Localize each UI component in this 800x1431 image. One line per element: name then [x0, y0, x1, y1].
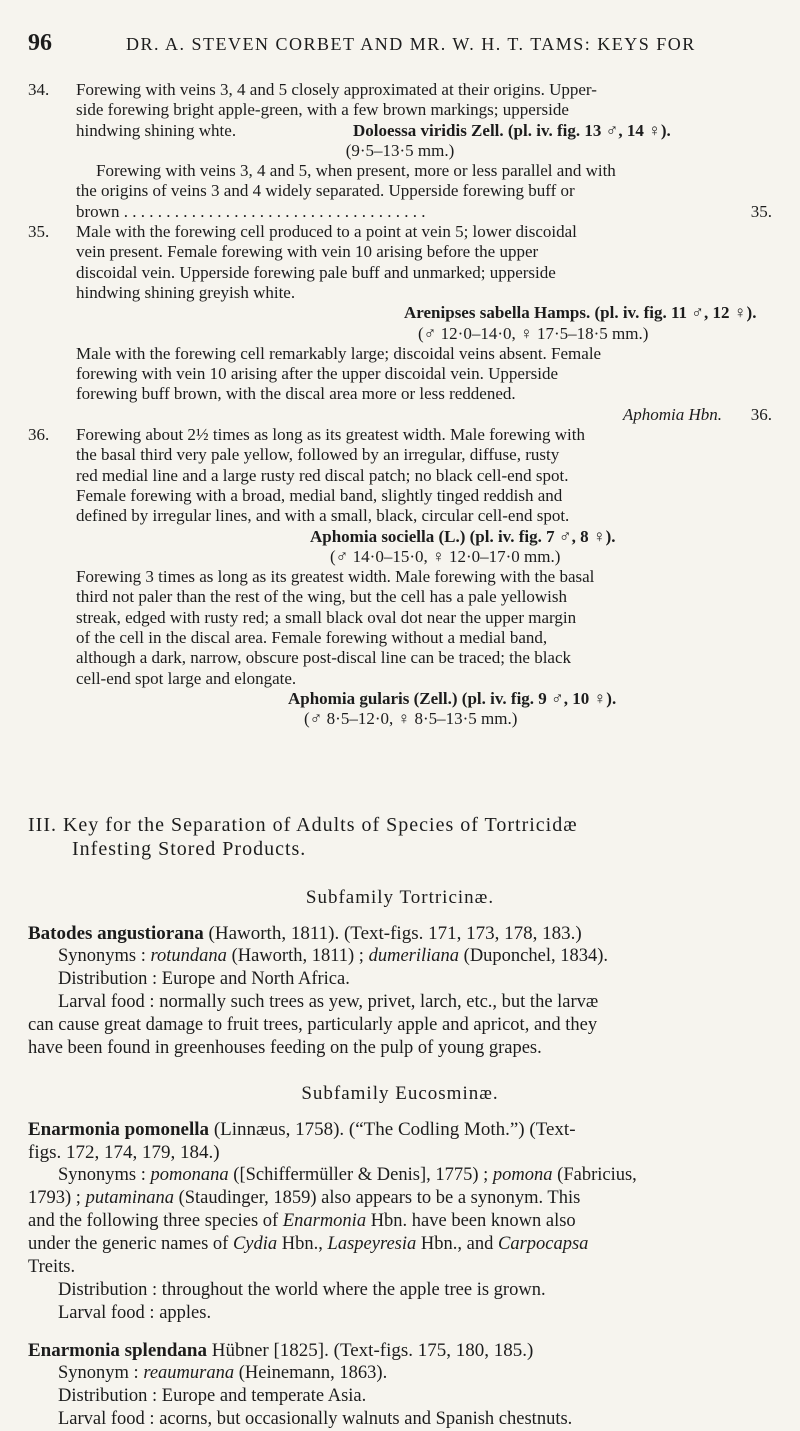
running-head: DR. A. STEVEN CORBET AND MR. W. H. T. TAMS: KEYS FOR: [126, 34, 696, 54]
couplet-36-line: 36. Forewing about 2½ times as long as its greatest width. Male forewing with: [28, 425, 585, 445]
distribution: Distribution : Europe and North Africa.: [58, 969, 350, 989]
measurement: (♂ 8·5–12·0, ♀ 8·5–13·5 mm.): [304, 709, 518, 729]
synonyms: Synonyms : pomonana ([Schiffermüller & Denis], 1775) ; pomona (Fabricius,: [58, 1165, 637, 1185]
lead-ref: 36.: [750, 404, 772, 424]
lead-ref: 35.: [750, 201, 772, 221]
species-heading: Batodes angustiorana (Haworth, 1811). (Text-figs. 171, 173, 178, 183.): [28, 923, 582, 944]
species-name: Aphomia sociella (L.) (pl. iv. fig. 7 ♂, 8 ♀).: [310, 526, 616, 546]
measurement: (♂ 14·0–15·0, ♀ 12·0–17·0 mm.): [330, 546, 561, 566]
couplet-36-line: although a dark, narrow, obscure post-discal line can be traced; the black: [76, 648, 572, 668]
subfamily-heading: Subfamily Tortricinæ.: [305, 887, 495, 908]
species-name: Enarmonia pomonella: [28, 1119, 210, 1140]
couplet-36-line: cell-end spot large and elongate.: [76, 668, 297, 688]
larval-food: can cause great damage to fruit trees, particularly apple and apricot, and they: [28, 1015, 598, 1035]
species-name: Arenipses sabella Hamps. (pl. iv. fig. 11 ♂, 12 ♀).: [404, 303, 757, 323]
species-heading: Enarmonia splendana Hübner [1825]. (Text-figs. 175, 180, 185.): [28, 1340, 534, 1361]
key-couplets: [28, 80, 772, 730]
species-name: Doloessa viridis Zell. (pl. iv. fig. 13 ♂, 14 ♀).: [353, 120, 671, 140]
section-heading-line: Infesting Stored Products.: [72, 838, 307, 860]
species-name: Batodes angustiorana: [28, 923, 204, 944]
couplet-36-line: Forewing 3 times as long as its greatest width. Male forewing with the basal: [76, 567, 595, 587]
species-name: Enarmonia splendana: [28, 1340, 207, 1361]
synonyms: Synonyms : rotundana (Haworth, 1811) ; dumeriliana (Duponchel, 1834).: [58, 946, 609, 966]
tortricinae-section: [28, 886, 772, 1060]
eucosminae-section: [28, 1082, 772, 1431]
couplet-35-line: discoidal vein. Upperside forewing pale buff and unmarked; upperside: [76, 262, 556, 282]
distribution: Distribution : Europe and temperate Asia.: [58, 1386, 367, 1406]
larval-food: Larval food : apples.: [58, 1303, 212, 1323]
species-heading: figs. 172, 174, 179, 184.): [28, 1142, 220, 1163]
subfamily-heading: Subfamily Eucosminæ.: [301, 1083, 499, 1104]
page-header: [28, 30, 772, 60]
couplet-36-line: Female forewing with a broad, medial band, slightly tinged reddish and: [76, 485, 563, 505]
synonyms: Treits.: [28, 1257, 76, 1277]
larval-food: have been found in greenhouses feeding on the pulp of young grapes.: [28, 1038, 542, 1058]
larval-food: Larval food : acorns, but occasionally walnuts and Spanish chestnuts.: [58, 1409, 573, 1429]
measurement: (♂ 12·0–14·0, ♀ 17·5–18·5 mm.): [418, 323, 649, 343]
couplet-36-line: streak, edged with rusty red; a small black oval dot near the upper margin: [76, 607, 577, 627]
synonyms: Synonym : reaumurana (Heinemann, 1863).: [58, 1363, 388, 1383]
couplet-36-line: red medial line and a large rusty red discal patch; no black cell-end spot.: [76, 465, 569, 485]
species-name: Aphomia gularis (Zell.) (pl. iv. fig. 9 ♂, 10 ♀).: [288, 688, 617, 708]
couplet-35-line: 35. Male with the forewing cell produced to a point at vein 5; lower discoidal: [28, 222, 577, 242]
page-number: 96: [28, 30, 52, 56]
couplet-35-line: hindwing shining greyish white.: [76, 282, 296, 302]
couplet-35-line: [28, 405, 772, 425]
couplet-36-line: defined by irregular lines, and with a small, black, circular cell-end spot.: [76, 506, 570, 526]
couplet-34-line: hindwing shining whte. Doloessa viridis Zell. (pl. iv. fig. 13 ♂, 14 ♀).: [76, 120, 671, 140]
couplet-35-line: Male with the forewing cell remarkably large; discoidal veins absent. Female: [76, 343, 602, 363]
couplet-34-line: brown . . . . . . . . . . . . . . . . . . . . . . . . . . . . . . . . . . . . 35.: [76, 201, 772, 221]
couplet-36-line: third not paler than the rest of the wing, but the cell has a pale yellowish: [76, 587, 567, 607]
couplet-35-line: forewing with vein 10 arising after the upper discoidal vein. Upperside: [76, 364, 559, 384]
couplet-35-line: forewing buff brown, with the discal area more or less reddened.: [76, 384, 516, 404]
couplet-34-line: side forewing bright apple-green, with a few brown markings; upperside: [76, 100, 569, 120]
distribution: Distribution : throughout the world where the apple tree is grown.: [58, 1280, 546, 1300]
couplet-34-line: Forewing with veins 3, 4 and 5, when present, more or less parallel and with: [96, 161, 616, 181]
couplet-36-line: the basal third very pale yellow, followed by an irregular, diffuse, rusty: [76, 445, 560, 465]
couplet-36-line: of the cell in the discal area. Female forewing without a medial band,: [76, 628, 548, 648]
couplet-34-line: the origins of veins 3 and 4 widely separated. Upperside forewing buff or: [76, 181, 575, 201]
species-heading: Enarmonia pomonella (Linnæus, 1758). (“The Codling Moth.”) (Text-: [28, 1119, 576, 1140]
section-heading: [28, 815, 772, 863]
measurement: (9·5–13·5 mm.): [345, 140, 455, 160]
genus-name: Aphomia Hbn.: [622, 404, 722, 424]
couplet-34-line: 34. Forewing with veins 3, 4 and 5 closely approximated at their origins. Upper-: [28, 80, 597, 99]
larval-food: Larval food : normally such trees as yew, privet, larch, etc., but the larvæ: [58, 992, 599, 1012]
synonyms: and the following three species of Enarmonia Hbn. have been known also: [28, 1211, 576, 1231]
section-heading-line: III. Key for the Separation of Adults of Species of Tortricidæ: [28, 814, 578, 836]
synonyms: under the generic names of Cydia Hbn., Laspeyresia Hbn., and Carpocapsa: [28, 1234, 589, 1254]
synonyms: 1793) ; putaminana (Staudinger, 1859) also appears to be a synonym. This: [28, 1188, 581, 1208]
couplet-35-line: vein present. Female forewing with vein 10 arising before the upper: [76, 242, 539, 262]
